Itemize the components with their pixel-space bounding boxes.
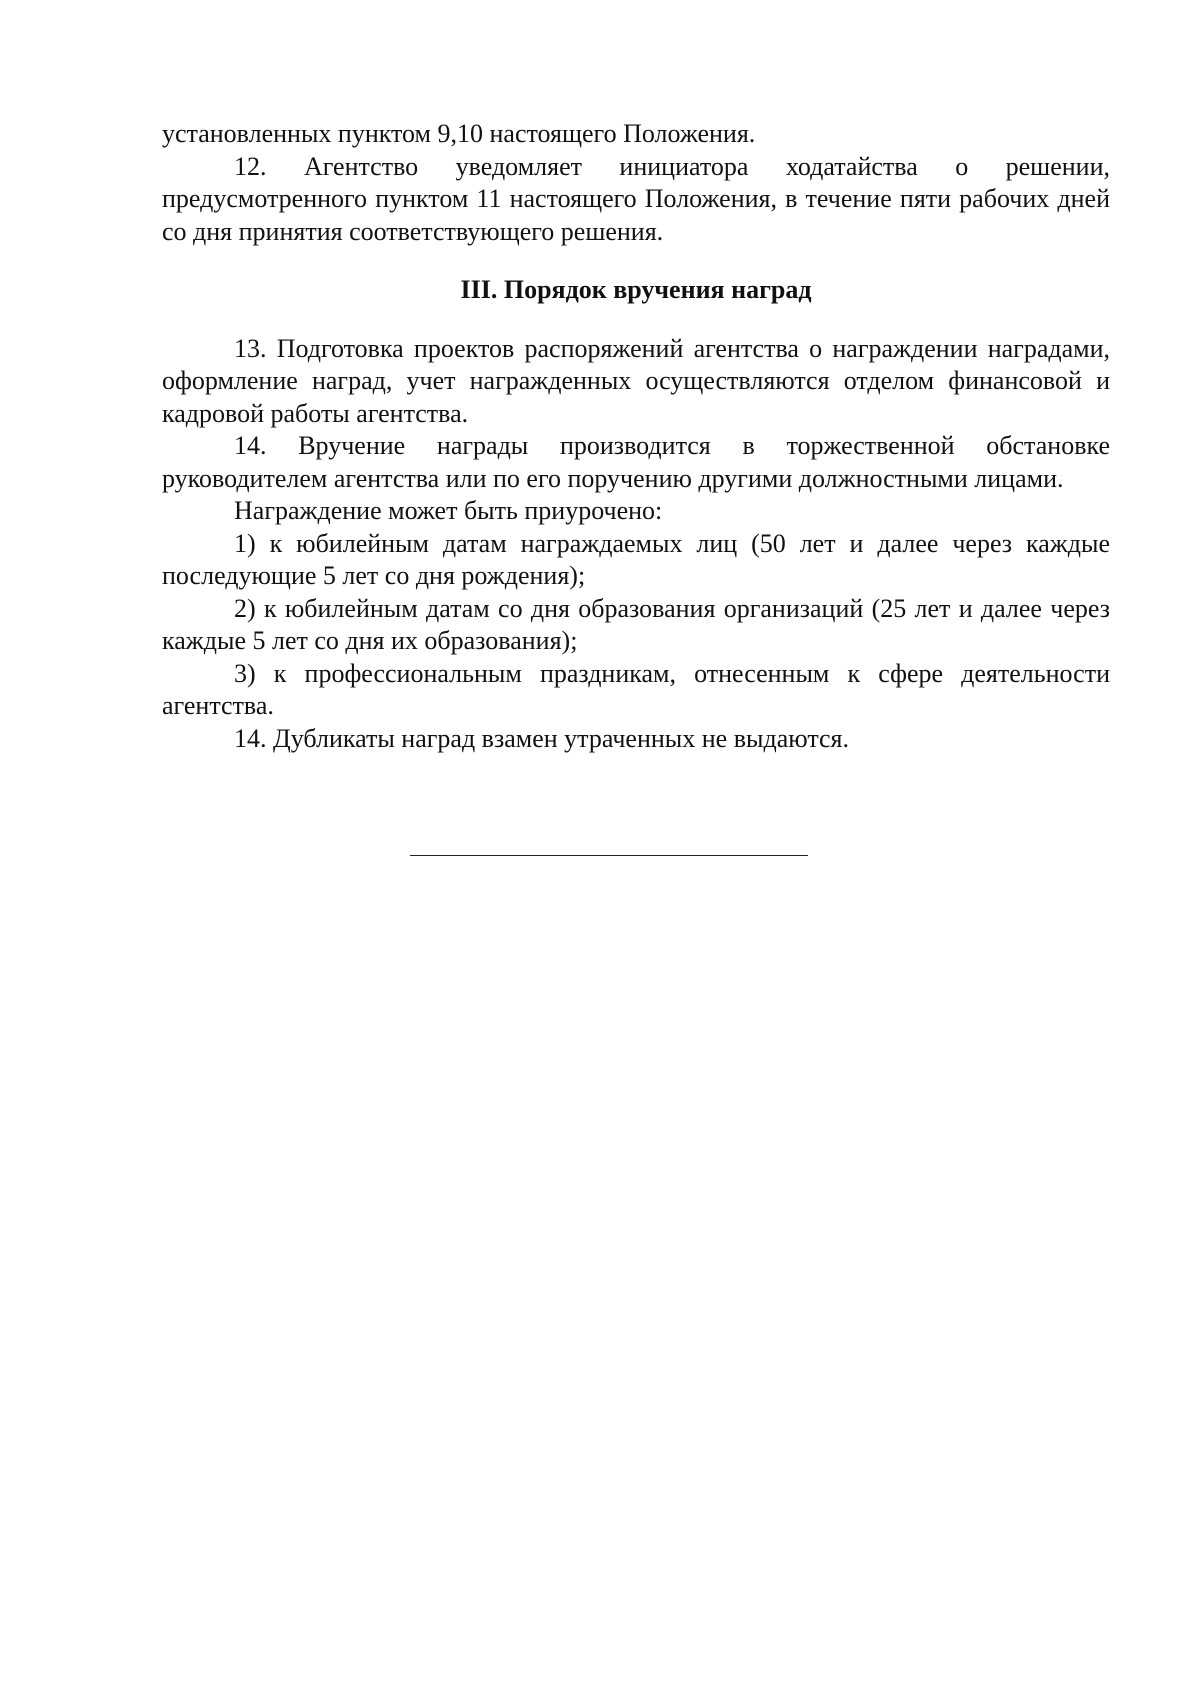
document-body [162, 118, 1110, 755]
paragraph-item-12: 12. Агентство уведомляет инициатора ходатайства о решении, предусмотренного пунктом 11 настоящего Положения, в течение пяти рабочих дней со дня принятия соответствующего решения. [162, 151, 1110, 246]
paragraph-item-14: 14. Вручение награды производится в торжественной обстановке руководителем агентства или по его поручению другими должностными лицами. [162, 431, 1110, 493]
paragraph-item-14-duplicates: 14. Дубликаты наград взамен утраченных не выдаются. [234, 723, 849, 753]
paragraph-list-item-2: 2) к юбилейным датам со дня образования организаций (25 лет и далее через каждые 5 лет со дня их образования); [162, 593, 1110, 655]
paragraph-list-item-3: 3) к профессиональным праздникам, отнесенным к сфере деятельности агентства. [162, 658, 1110, 720]
paragraph-timing-intro: Награждение может быть приурочено: [234, 496, 663, 525]
paragraph-continuation: установленных пунктом 9,10 настоящего Положения. [162, 119, 756, 148]
paragraph-item-13: 13. Подготовка проектов распоряжений агентства о награждении наградами, оформление наград, учет награжденных осуществляются отделом финансовой и кадровой работы агентства. [162, 333, 1110, 428]
paragraph-list-item-1: 1) к юбилейным датам награждаемых лиц (50 лет и далее через каждые последующие 5 лет со дня рождения); [162, 528, 1110, 590]
end-of-document-rule [410, 855, 808, 856]
section-heading: III. Порядок вручения наград [460, 275, 812, 304]
